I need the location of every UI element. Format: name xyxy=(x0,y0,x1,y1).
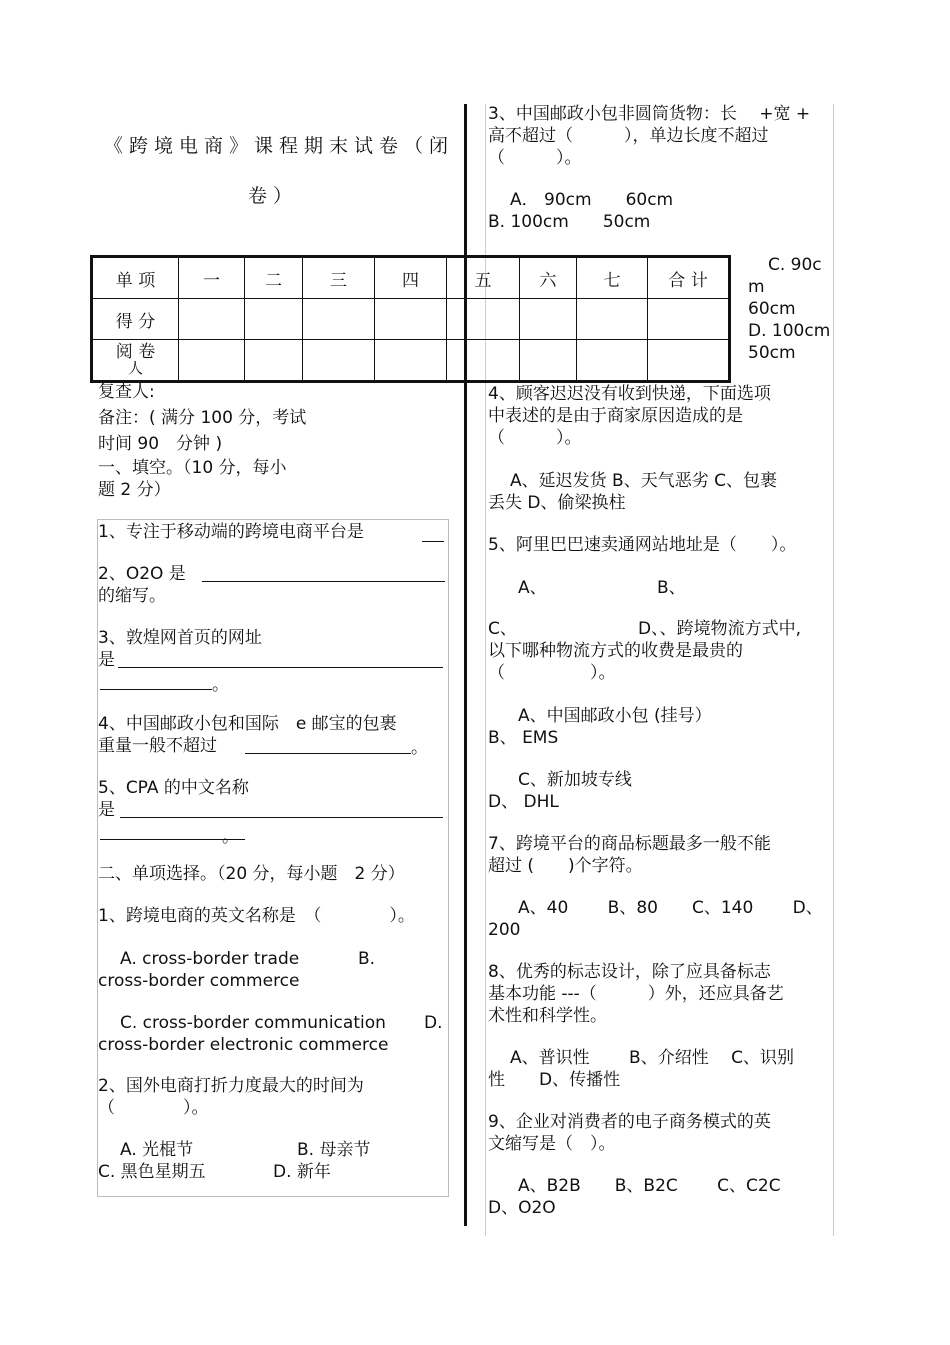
grader-cell[interactable] xyxy=(520,340,577,382)
choice-q1-option-c: C. cross-border communication xyxy=(120,1013,386,1033)
fill-q2: 2、O2O 是 xyxy=(98,564,186,584)
fill-q3-end: 。 xyxy=(212,675,229,695)
score-row-label: 得 分 xyxy=(92,299,179,340)
note-line-2: 时间 90 分钟 ) xyxy=(98,434,223,454)
choice-q6-option-c: C、新加坡专线 xyxy=(518,770,632,790)
choice-q5: 5、阿里巴巴速卖通网站地址是（ ）。 xyxy=(488,535,797,555)
choice-q7: 7、跨境平台的商品标题最多一般不能 xyxy=(488,834,771,854)
grader-cell[interactable] xyxy=(648,340,730,382)
grader-label-sub: 人 xyxy=(127,359,143,377)
choice-q9-cont: 文缩写是（ ）。 xyxy=(488,1134,616,1154)
choice-q2: 2、国外电商打折力度最大的时间为 xyxy=(98,1076,364,1096)
choice-q3-option-c-value: 60cm xyxy=(748,299,796,319)
fill-q4-end: 。 xyxy=(411,738,428,758)
choice-q3-option-d: D. 100cm xyxy=(748,321,831,341)
choice-q3-cont-2: （ ）。 xyxy=(488,148,582,168)
choice-q8-cont: 基本功能 ---（ ）外，还应具备艺 xyxy=(488,984,784,1004)
choice-q2-option-a: A. 光棍节 xyxy=(120,1140,194,1160)
choice-q6-cont: 以下哪种物流方式的收费是最贵的 xyxy=(488,641,743,661)
choice-q8-options-cont: 性 D、传播性 xyxy=(488,1070,621,1090)
choice-q3-option-b: B. 100cm 50cm xyxy=(488,212,651,232)
choice-q7-options: A、40 B、80 C、140 D、 xyxy=(518,898,823,918)
grader-cell[interactable] xyxy=(375,340,447,382)
choice-q1-option-d-text: cross-border electronic commerce xyxy=(98,1035,389,1055)
note-line-1: 备注：( 满分 100 分，考试 xyxy=(98,408,307,428)
choice-q4-cont-2: （ ）。 xyxy=(488,428,582,448)
fill-q4: 4、中国邮政小包和国际 e 邮宝的包裹 xyxy=(98,714,397,734)
fill-q2-blank[interactable] xyxy=(202,581,445,582)
choice-q3: 3、中国邮政小包非圆筒货物：长 +宽 + xyxy=(488,104,811,124)
choice-q9-options: A、B2B B、B2C C、C2C xyxy=(518,1176,781,1196)
score-header-cell: 六 xyxy=(520,257,577,299)
choice-q2-option-d: D. 新年 xyxy=(273,1162,331,1182)
fill-q5-blank[interactable] xyxy=(120,817,443,818)
choice-q6-option-b: B、 EMS xyxy=(488,728,559,748)
score-table xyxy=(90,255,731,383)
exam-title: 《跨境电商》课程期末试卷（闭 xyxy=(104,135,455,157)
score-table-header-row xyxy=(92,257,730,299)
section-2-heading: 二、单项选择。（20 分，每小题 2 分） xyxy=(98,864,405,884)
choice-q1-option-d: D. xyxy=(424,1013,443,1033)
choice-q3-option-a: A． 90cm 60cm xyxy=(510,190,674,210)
grader-cell[interactable] xyxy=(577,340,648,382)
fill-q5-cont: 是 xyxy=(98,800,115,820)
choice-q3-option-d-value: 50cm xyxy=(748,343,796,363)
choice-q5-option-a: A、 xyxy=(518,578,547,598)
right-column-border-right xyxy=(833,104,834,1236)
choice-q6: D、、跨境物流方式中, xyxy=(638,619,801,639)
score-cell[interactable] xyxy=(577,299,648,340)
checker-label: 复查人: xyxy=(98,382,155,402)
choice-q8-cont-2: 术性和科学性。 xyxy=(488,1006,607,1026)
score-header-cell: 三 xyxy=(303,257,375,299)
choice-q4-cont: 中表述的是由于商家原因造成的是 xyxy=(488,406,743,426)
choice-q6-option-a: A、中国邮政小包 (挂号） xyxy=(518,706,712,726)
grader-cell[interactable] xyxy=(303,340,375,382)
choice-q4: 4、顾客迟迟没有收到快递，下面选项 xyxy=(488,384,771,404)
score-header-cell: 单 项 xyxy=(92,257,179,299)
fill-q3-blank-2[interactable] xyxy=(100,689,212,690)
score-header-cell: 二 xyxy=(245,257,303,299)
score-header-cell: 合 计 xyxy=(648,257,730,299)
score-cell[interactable] xyxy=(179,299,245,340)
choice-q9: 9、企业对消费者的电子商务模式的英 xyxy=(488,1112,771,1132)
choice-q1-option-b-text: cross-border commerce xyxy=(98,971,300,991)
fill-q3-cont: 是 xyxy=(98,650,115,670)
choice-q8: 8、优秀的标志设计，除了应具备标志 xyxy=(488,962,771,982)
score-cell[interactable] xyxy=(375,299,447,340)
grader-cell[interactable] xyxy=(179,340,245,382)
choice-q6-cont-2: （ ）。 xyxy=(488,663,616,683)
fill-q5-end: 。 xyxy=(222,827,239,847)
score-header-cell: 七 xyxy=(577,257,648,299)
fill-q4-blank[interactable] xyxy=(245,753,411,754)
choice-q7-cont: 超过 ( )个字符。 xyxy=(488,856,643,876)
fill-q5: 5、CPA 的中文名称 xyxy=(98,778,249,798)
choice-q2-cont: （ ）。 xyxy=(98,1098,209,1118)
score-cell[interactable] xyxy=(520,299,577,340)
choice-q4-options: A、延迟发货 B、天气恶劣 C、包裹 xyxy=(510,471,777,491)
choice-q7-options-cont: 200 xyxy=(488,920,521,940)
choice-q3-option-c-cont: m xyxy=(748,277,765,297)
fill-q3: 3、敦煌网首页的网址 xyxy=(98,628,262,648)
fill-q1-blank[interactable] xyxy=(422,541,444,542)
choice-q9-options-cont: D、O2O xyxy=(488,1198,556,1218)
fill-q4-cont: 重量一般不超过 xyxy=(98,736,217,756)
choice-q2-option-b: B. 母亲节 xyxy=(297,1140,371,1160)
score-cell[interactable] xyxy=(648,299,730,340)
grader-label-main: 阅 卷 xyxy=(115,342,156,362)
choice-q3-cont: 高不超过（ ），单边长度不超过 xyxy=(488,126,769,146)
section-1-heading-cont: 题 2 分） xyxy=(98,480,171,500)
exam-title-cont: 卷） xyxy=(248,185,299,207)
choice-q6-option-d: D、 DHL xyxy=(488,792,559,812)
score-header-cell: 四 xyxy=(375,257,447,299)
score-table-score-row xyxy=(92,299,730,340)
fill-q3-blank[interactable] xyxy=(118,667,443,668)
choice-q2-option-c: C. 黑色星期五 xyxy=(98,1162,206,1182)
section-1-heading: 一、填空。（10 分，每小 xyxy=(98,458,287,478)
choice-q3-option-c: C. 90c xyxy=(768,255,822,275)
choice-q1-option-b: B. xyxy=(358,949,376,969)
score-cell[interactable] xyxy=(245,299,303,340)
grader-cell[interactable] xyxy=(447,340,520,382)
choice-q1-option-a: A. cross-border trade xyxy=(120,949,300,969)
choice-q5-option-b: B、 xyxy=(657,578,686,598)
score-header-cell: 五 xyxy=(447,257,520,299)
fill-q1: 1、专注于移动端的跨境电商平台是 xyxy=(98,522,364,542)
choice-q8-options: A、普识性 B、介绍性 C、识别 xyxy=(510,1048,794,1068)
score-cell[interactable] xyxy=(303,299,375,340)
choice-q1: 1、跨境电商的英文名称是 （ ）。 xyxy=(98,906,415,926)
grader-row-label xyxy=(92,340,179,382)
score-header-cell: 一 xyxy=(179,257,245,299)
choice-q4-options-cont: 丢失 D、偷梁换柱 xyxy=(488,493,626,513)
score-table-grader-row xyxy=(92,340,730,382)
fill-q2-cont: 的缩写。 xyxy=(98,586,166,606)
choice-q5-option-c: C、 xyxy=(488,619,517,639)
grader-cell[interactable] xyxy=(245,340,303,382)
score-cell[interactable] xyxy=(447,299,520,340)
